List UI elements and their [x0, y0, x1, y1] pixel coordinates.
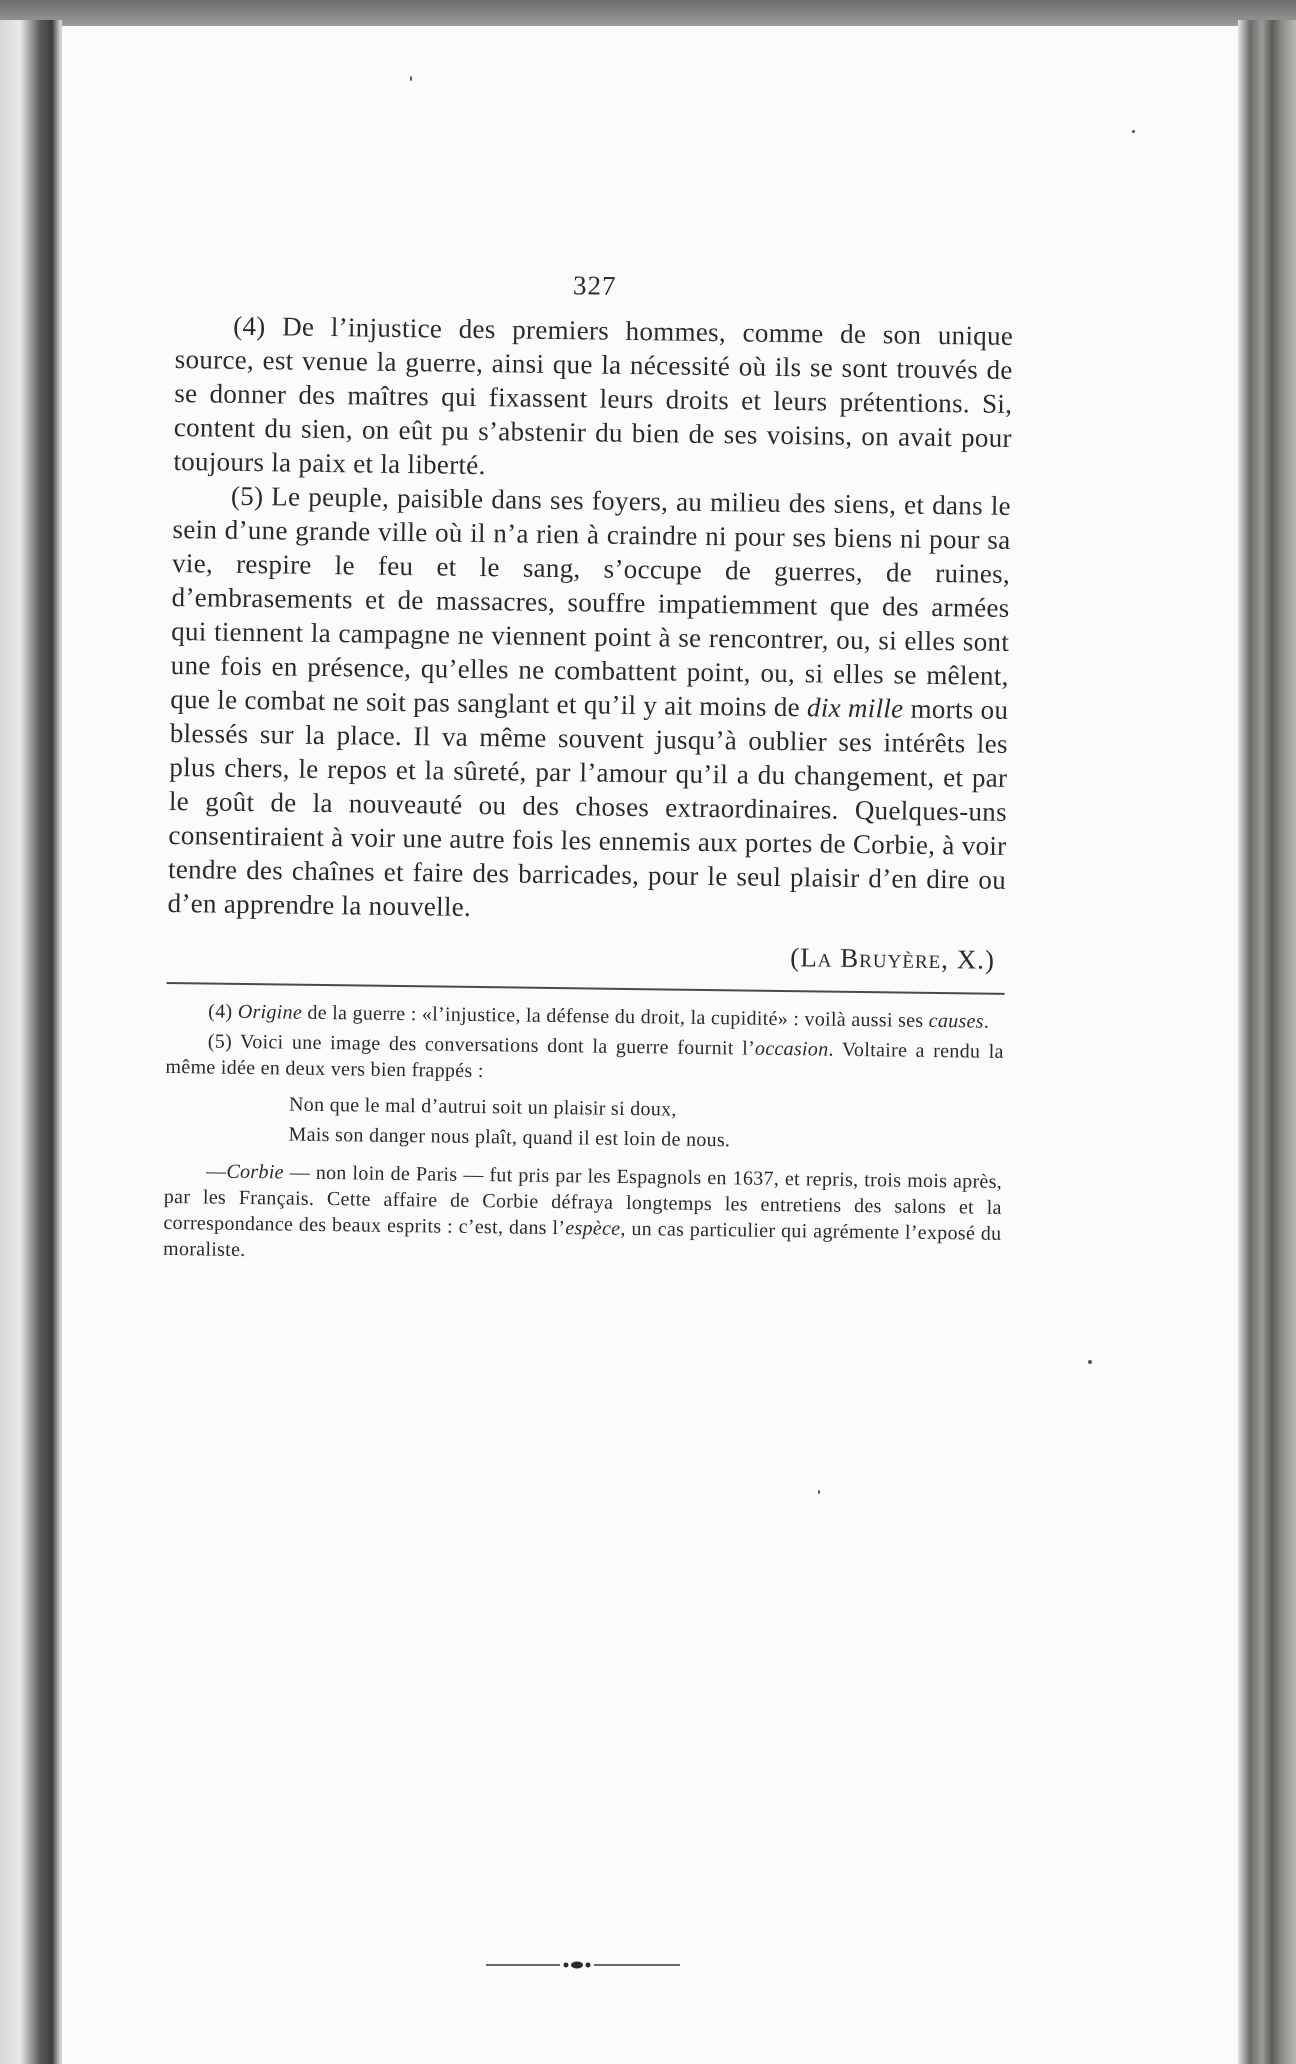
corbie-dash: — — [205, 1160, 227, 1183]
book-left-edge — [0, 20, 62, 2064]
corbie-emphasis: Corbie — [226, 1160, 284, 1184]
scan-speck — [1088, 1360, 1092, 1364]
scan-speck — [1132, 130, 1135, 133]
ornament-center — [571, 1962, 583, 1969]
paragraph-5-text-start: (5) Le peuple, paisible dans ses foyers, au milieu des siens, et dans le sein d’une grande ville où il n’a rien à craindre ni pour ses biens ni pour sa vie, respire le feu et le sang, s’occupe de guerres, de ruines, d’embrasements et de massacres, souffre impatiemment que des armées qui tiennent la campagne ne viennent point à se rencontrer, ou, si elles sont une fois en présence, qu’elles ne combattent point, ou, si elles se mêlent, que le combat ne soit pas sanglant et qu’il y ait moins de — [170, 480, 1012, 723]
page-content — [163, 265, 1014, 1277]
footnote-4-emphasis-2: causes — [928, 1009, 984, 1033]
paragraph-5 — [167, 478, 1011, 931]
paragraph-5-emphasis: dix mille — [806, 692, 904, 724]
author-attribution: (La Bruyère, X.) — [790, 942, 996, 975]
footnote-5 — [165, 1028, 1004, 1091]
footnote-5-emphasis: occasion — [754, 1037, 829, 1061]
footnote-corbie — [163, 1158, 1002, 1273]
corbie-text: — non loin de Paris — fut pris par les Espagnols en 1637, et repris, trois mois après, par les Français. Cette affaire de Corbie défraya longtemps les entretiens des salons et la correspondance des beaux esprits : c’est, dans l’ — [163, 1161, 1003, 1240]
scan-speck — [818, 1490, 820, 1494]
footnote-separator — [167, 982, 1005, 995]
footnote-5-end: . Voltaire a rendu la même idée en deux vers bien frappés : — [165, 1038, 1004, 1083]
book-right-edge — [1238, 20, 1296, 2064]
footnote-4-text: de la guerre : «l’injustice, la défense du droit, la cupidité» : voilà aussi ses — [307, 1001, 924, 1032]
verse-line-1: Non que le mal d’autrui soit un plaisir si doux, — [288, 1093, 677, 1121]
voltaire-verse — [288, 1090, 1003, 1159]
ornament-dot-left — [564, 1963, 569, 1968]
footnote-4-emphasis: Origine — [237, 1000, 303, 1024]
page-number: 327 — [572, 270, 617, 301]
end-ornament — [486, 1958, 680, 1972]
verse-line-2: Mais son danger nous plaît, quand il est loin de nous. — [288, 1123, 731, 1152]
footnote-5-text: (5) Voici une image des conversations dont la guerre fournit l’ — [207, 1030, 756, 1060]
corbie-emphasis-2: espèce — [565, 1217, 621, 1240]
paragraph-5-text-end: morts ou blessés sur la place. Il va même souvent jusqu’à oublier ses intérêts les plus chers, le repos et la sûreté, par l’amour qu’il a du changement, et par le goût de la nouveauté ou des choses extraordinaires. Quelques-uns consentiraient à voir une autre fois les ennemis aux portes de Corbie, à voir tendre des chaînes et faire des barricades, pour le seul plaisir d’en dire ou d’en apprendre la nouvelle. — [167, 693, 1009, 922]
scan-top-border — [0, 0, 1296, 26]
footnote-4-end: . — [983, 1010, 990, 1033]
corbie-end: , un cas particulier qui agrémente l’exposé du moraliste. — [162, 1217, 1002, 1261]
ornament-dot-right — [586, 1963, 591, 1968]
scan-speck — [410, 76, 412, 81]
paragraph-4: (4) De l’injustice des premiers hommes, comme de son unique source, est venue la guerre, ainsi que la nécessité où ils se sont trouvés de se donner des maîtres qui fixassent leurs droits et leurs prétentions. Si, content du sien, on eût pu s’abstenir du bien de ses voisins, on avait pour toujours la paix et la liberté. — [173, 310, 1014, 481]
footnote-4-number: (4) — [208, 1000, 233, 1023]
